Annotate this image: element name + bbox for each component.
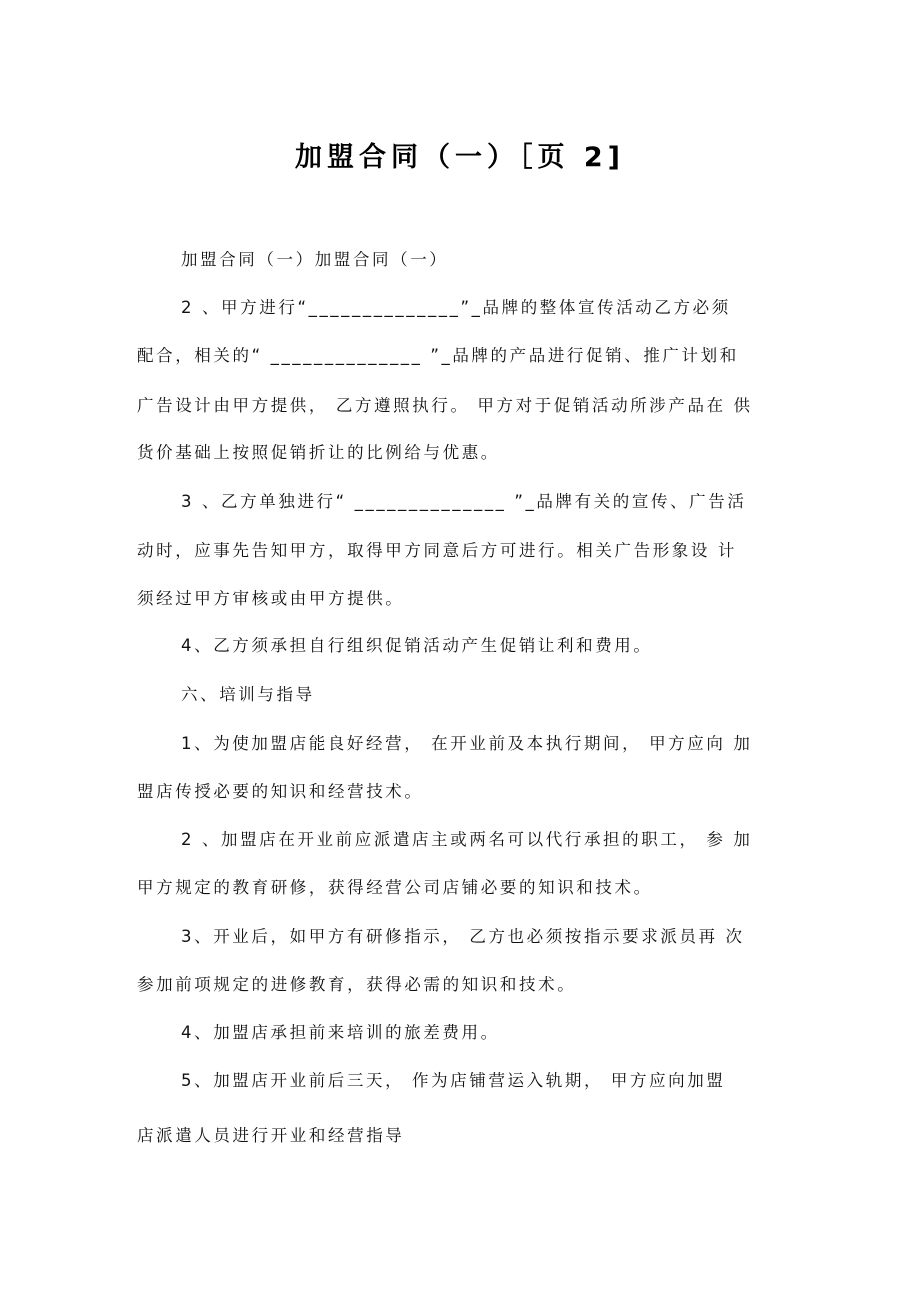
section-heading: 六、培训与指导 [181, 685, 315, 704]
clause-4-line-1: 4、乙方须承担自行组织促销活动产生促销让利和费用。 [181, 636, 653, 655]
clause-3-line-1: 3 、乙方单独进行“ ______________ ”_品牌有关的宣传、广告活 [181, 492, 747, 511]
clause-2-line-4: 货价基础上按照促销折让的比例给与优惠。 [137, 443, 500, 462]
training-5-line-1: 5、加盟店开业前后三天， 作为店铺营运入轨期， 甲方应向加盟 [181, 1071, 726, 1090]
training-3-line-2: 参加前项规定的进修教育，获得必需的知识和技术。 [137, 975, 577, 994]
training-4-line-1: 4、加盟店承担前来培训的旅差费用。 [181, 1023, 500, 1042]
clause-2-line-1: 2 、甲方进行“______________”_品牌的整体宣传活动乙方必须 [181, 298, 731, 317]
training-2-line-1: 2 、加盟店在开业前应派遣店主或两名可以代行承担的职工， 参 加 [181, 830, 753, 849]
training-2-line-2: 甲方规定的教育研修，获得经营公司店铺必要的知识和技术。 [137, 878, 653, 897]
paragraph-heading-line: 加盟合同（一）加盟合同（一） [181, 250, 449, 269]
document-title: 加盟合同（一）［页 2] [294, 142, 626, 173]
clause-3-line-3: 须经过甲方审核或由甲方提供。 [137, 589, 405, 608]
clause-3-line-2: 动时，应事先告知甲方，取得甲方同意后方可进行。相关广告形象设 计 [137, 541, 737, 560]
clause-2-line-3: 广告设计由甲方提供， 乙方遵照执行。 甲方对于促销活动所涉产品在 供 [137, 396, 753, 415]
training-1-line-1: 1、为使加盟店能良好经营， 在开业前及本执行期间， 甲方应向 加 [181, 734, 753, 753]
clause-2-line-2: 配合，相关的“ ______________ ”_品牌的产品进行促销、推广计划和 [137, 346, 739, 365]
training-3-line-1: 3、开业后，如甲方有研修指示， 乙方也必须按指示要求派员再 次 [181, 927, 745, 946]
training-5-line-2: 店派遣人员进行开业和经营指导 [137, 1126, 405, 1145]
training-1-line-2: 盟店传授必要的知识和经营技术。 [137, 782, 424, 801]
